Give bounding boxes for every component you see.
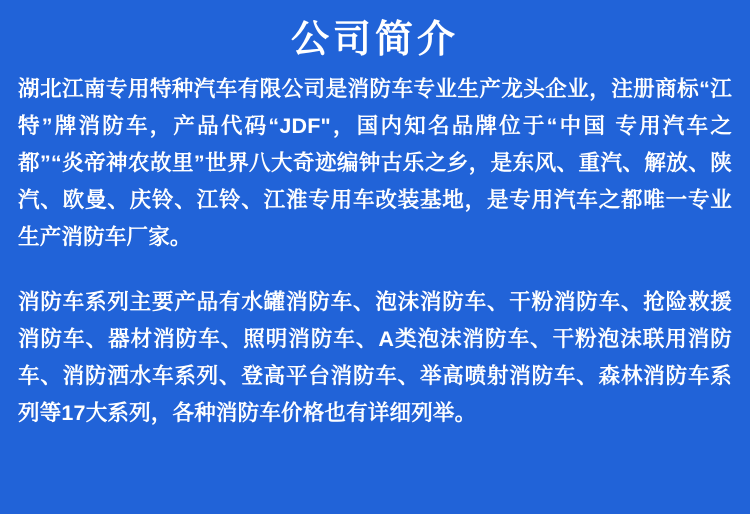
profile-paragraph-1: 湖北江南专用特种汽车有限公司是消防车专业生产龙头企业，注册商标“江特”牌消防车，产品代码“JDF"，国内知名品牌位于“中国 专用汽车之都”“炎帝神农故里”世界八大奇迹编钟古乐之乡，是东风、重汽、解放、陕汽、欧曼、庆铃、江铃、江淮专用车改装基地，是专用汽车之都唯一专业生产消防车厂家。 xyxy=(18,77,732,250)
page-title: 公司简介 xyxy=(290,19,459,61)
profile-paragraph-2: 消防车系列主要产品有水罐消防车、泡沫消防车、干粉消防车、抢险救援消防车、器材消防车、照明消防车、A类泡沫消防车、干粉泡沫联用消防车、消防洒水车系列、登高平台消防车、举高喷射消防车、森林消防车系列等17大系列，各种消防车价格也有详细列举。 xyxy=(18,290,732,426)
profile-body xyxy=(0,71,750,432)
